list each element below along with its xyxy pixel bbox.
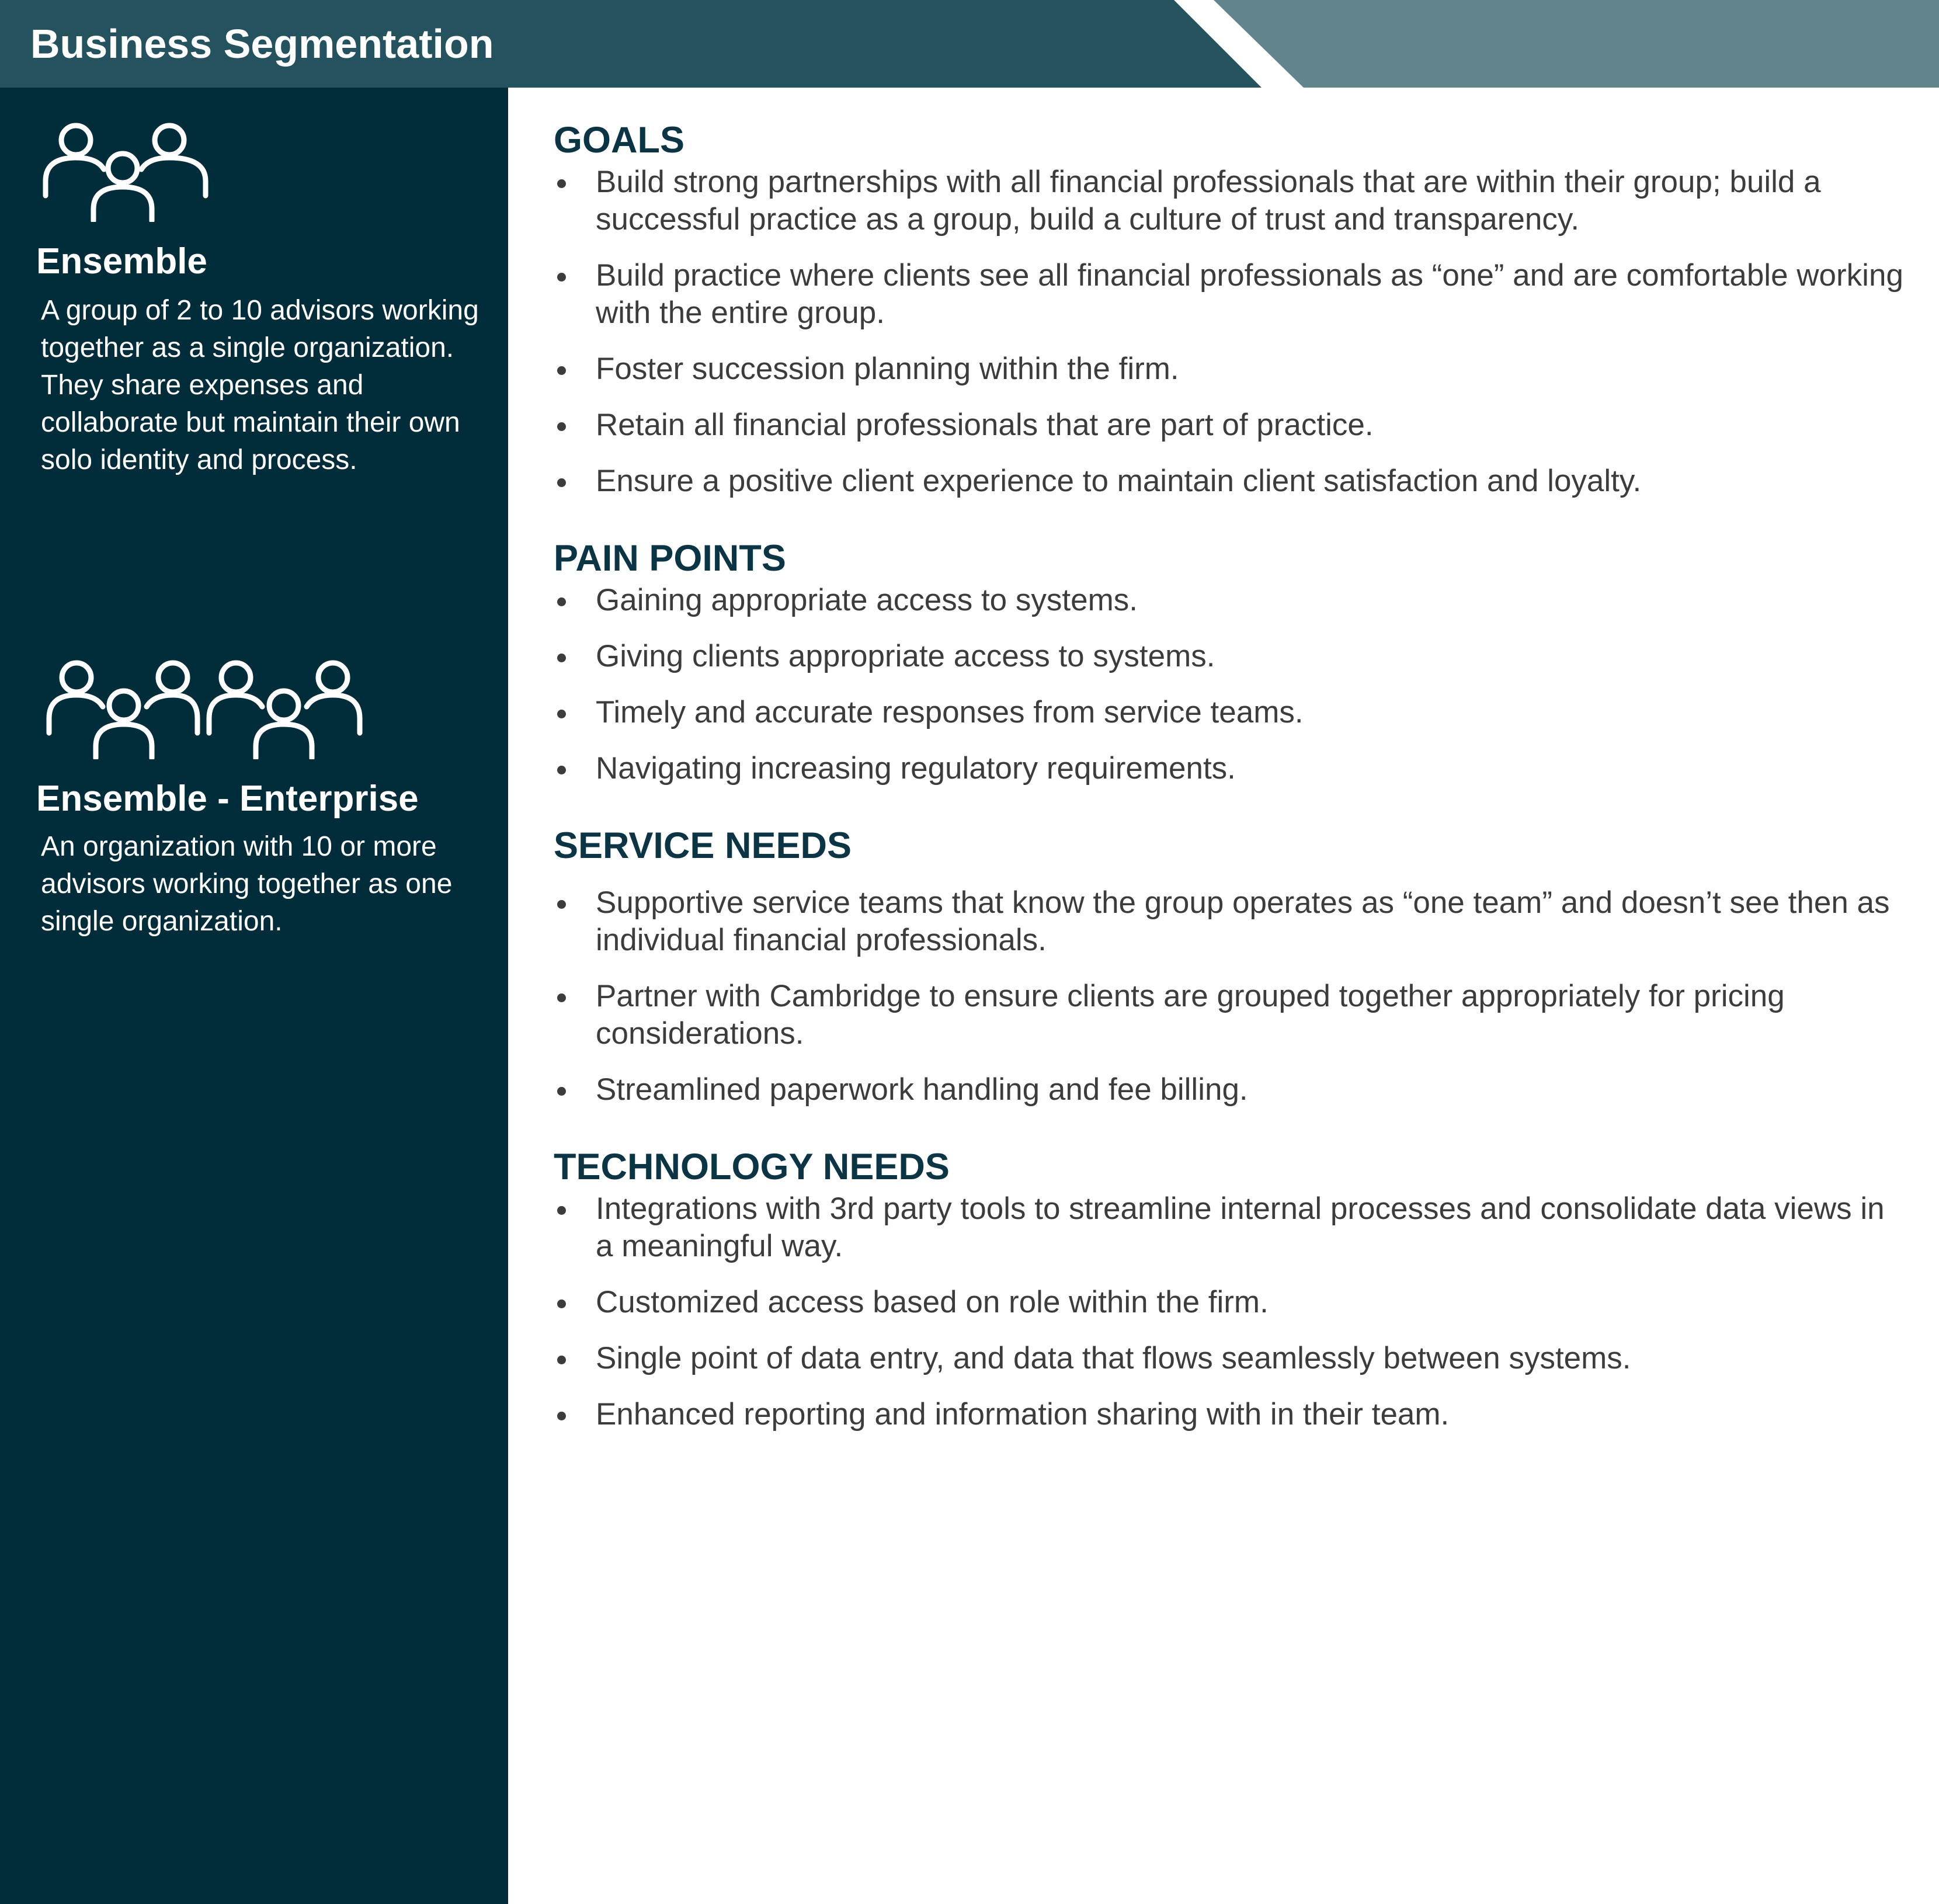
list-item: Navigating increasing regulatory requirements. <box>554 750 1909 787</box>
page-title: Business Segmentation <box>30 21 494 67</box>
section-heading: TECHNOLOGY NEEDS <box>554 1146 950 1187</box>
segment-description: A group of 2 to 10 advisors working together as a single organization. They share expenses and collaborate but maintain their own solo identity and process. <box>41 295 479 475</box>
section-pain-points <box>554 535 1909 787</box>
section-goals <box>554 117 1909 500</box>
section-heading: SERVICE NEEDS <box>554 825 852 866</box>
segment-ensemble-enterprise <box>0 660 508 1080</box>
header-banner <box>0 0 1939 88</box>
section-heading: PAIN POINTS <box>554 538 786 579</box>
section-service-needs <box>554 822 1909 1109</box>
group-of-three-people-icon <box>41 123 210 222</box>
list-item: Build strong partnerships with all financial professionals that are within their group; build a successful practice as a group, build a culture of trust and transparency. <box>554 164 1909 238</box>
list-item: Supportive service teams that know the group operates as “one team” and doesn’t see then as individual financial professionals. <box>554 884 1909 959</box>
list-item: Streamlined paperwork handling and fee billing. <box>554 1071 1909 1109</box>
list-item: Foster succession planning within the firm. <box>554 350 1909 388</box>
list-item: Giving clients appropriate access to systems. <box>554 638 1909 675</box>
list-item: Build practice where clients see all financial professionals as “one” and are comfortable working with the entire group. <box>554 257 1909 332</box>
list-item: Retain all financial professionals that are part of practice. <box>554 406 1909 444</box>
header-light-band <box>1214 0 1939 88</box>
section-heading: GOALS <box>554 120 685 161</box>
list-item: Single point of data entry, and data that flows seamlessly between systems. <box>554 1340 1909 1377</box>
main-content <box>554 117 1909 1452</box>
list-item: Partner with Cambridge to ensure clients are grouped together appropriately for pricing considerations. <box>554 978 1909 1052</box>
segment-title: Ensemble - Enterprise <box>36 779 419 819</box>
sidebar <box>0 88 508 1904</box>
segment-ensemble <box>0 123 508 543</box>
list-item: Gaining appropriate access to systems. <box>554 582 1909 619</box>
list-item: Ensure a positive client experience to maintain client satisfaction and loyalty. <box>554 463 1909 500</box>
group-of-six-people-icon <box>44 660 371 759</box>
bullet-list <box>554 1190 1909 1433</box>
list-item: Customized access based on role within the firm. <box>554 1284 1909 1321</box>
list-item: Integrations with 3rd party tools to streamline internal processes and consolidate data views in a meaningful way. <box>554 1190 1909 1265</box>
bullet-list <box>554 164 1909 500</box>
list-item: Enhanced reporting and information sharing with in their team. <box>554 1396 1909 1433</box>
section-technology-needs <box>554 1144 1909 1433</box>
segment-title: Ensemble <box>36 241 207 282</box>
list-item: Timely and accurate responses from service teams. <box>554 694 1909 731</box>
bullet-list <box>554 884 1909 1109</box>
segment-description: An organization with 10 or more advisors working together as one single organization. <box>41 831 453 937</box>
bullet-list <box>554 582 1909 787</box>
